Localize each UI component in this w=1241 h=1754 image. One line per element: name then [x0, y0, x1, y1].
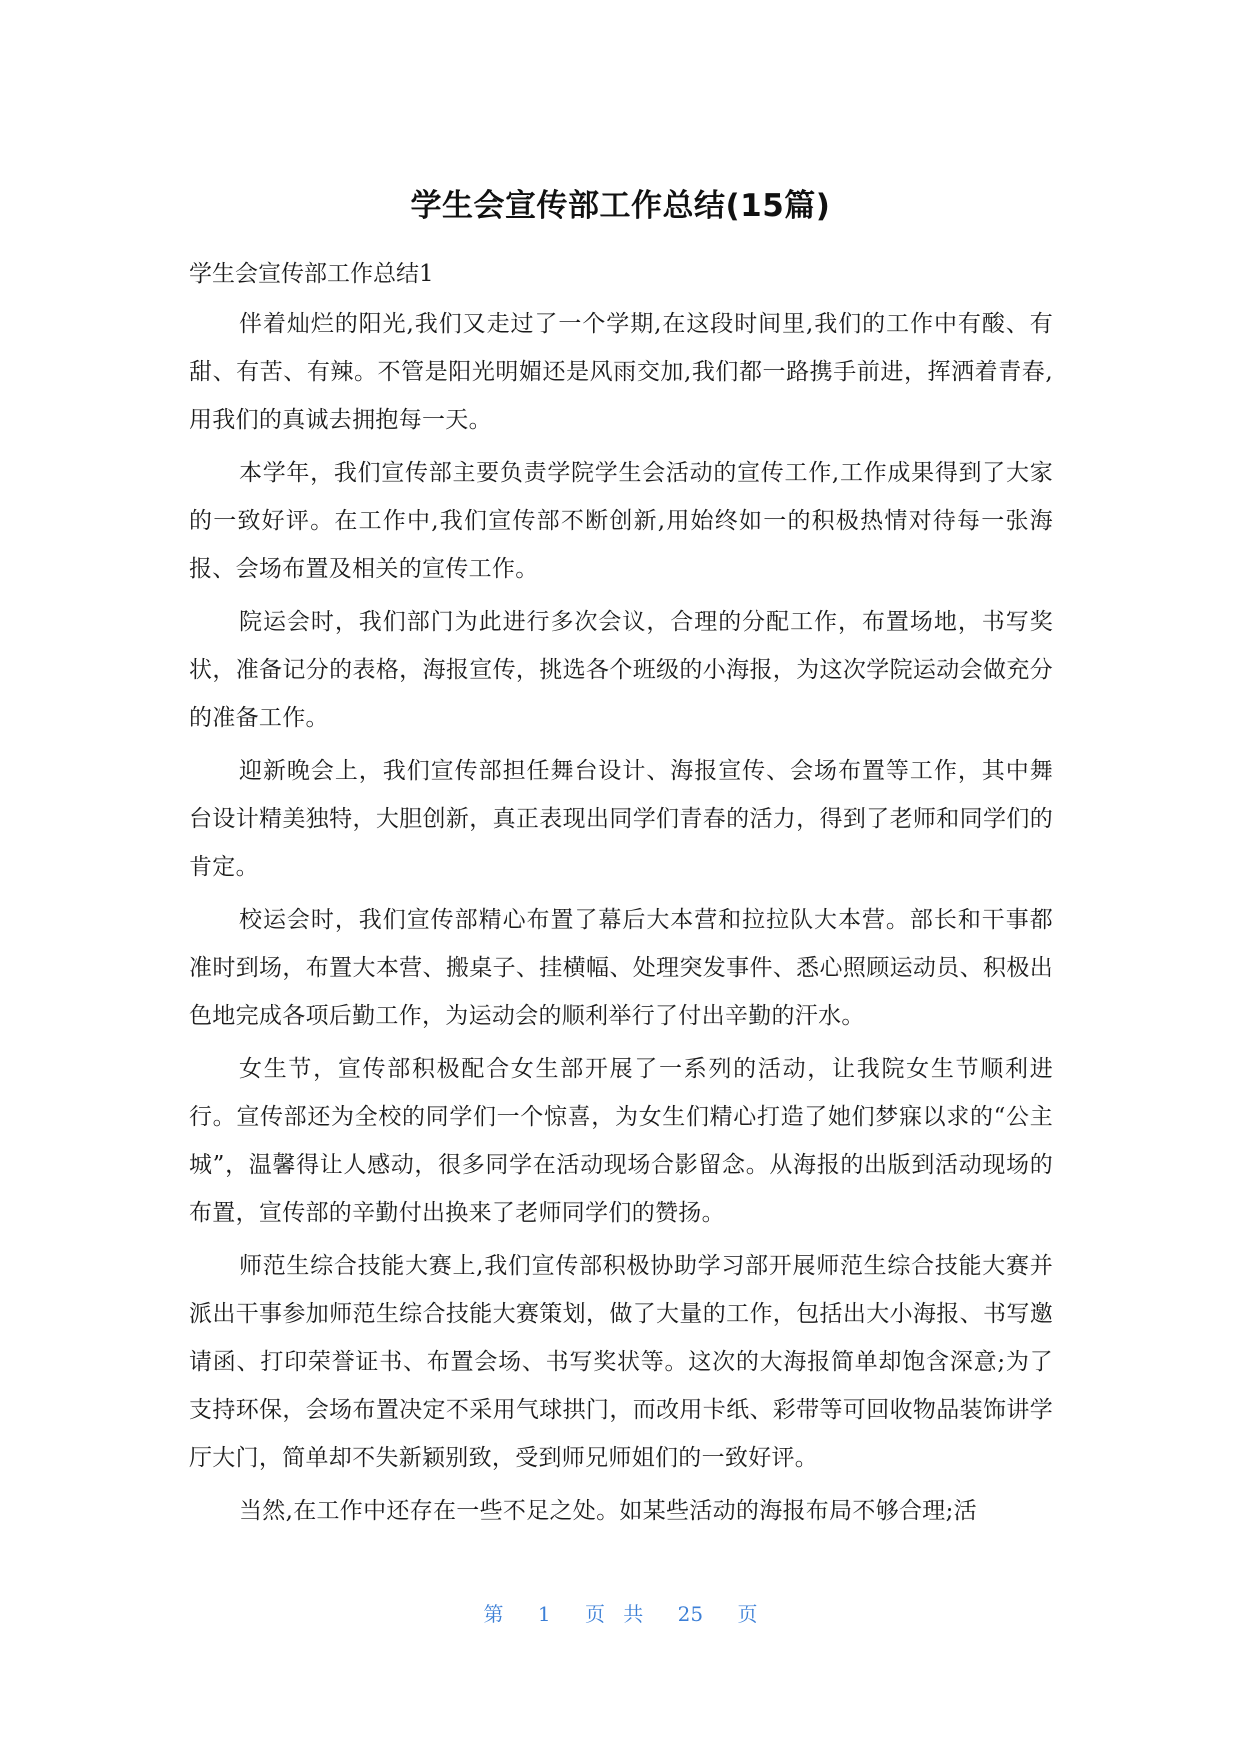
footer-suffix: 页 — [737, 1602, 758, 1626]
paragraph: 本学年，我们宣传部主要负责学院学生会活动的宣传工作,工作成果得到了大家的一致好评。在工作中,我们宣传部不断创新,用始终如一的积极热情对待每一张海报、会场布置及相关的宣传工作。 — [189, 460, 1053, 582]
paragraph: 校运会时，我们宣传部精心布置了幕后大本营和拉拉队大本营。部长和干事都准时到场，布置大本营、搬桌子、挂横幅、处理突发事件、悉心照顾运动员、积极出色地完成各项后勤工作，为运动会的顺利举行了付出辛勤的汗水。 — [189, 907, 1053, 1029]
document-body — [189, 300, 1053, 1540]
footer-prefix: 第 — [483, 1602, 504, 1626]
paragraph: 迎新晚会上，我们宣传部担任舞台设计、海报宣传、会场布置等工作，其中舞台设计精美独特，大胆创新，真正表现出同学们青春的活力，得到了老师和同学们的肯定。 — [189, 758, 1053, 880]
total-page-count: 25 — [677, 1602, 704, 1626]
paragraph: 院运会时，我们部门为此进行多次会议，合理的分配工作，布置场地，书写奖状，准备记分的表格，海报宣传，挑选各个班级的小海报，为这次学院运动会做充分的准备工作。 — [189, 609, 1053, 731]
paragraph: 当然,在工作中还存在一些不足之处。如某些活动的海报布局不够合理;活 — [239, 1498, 977, 1524]
document-title: 学生会宣传部工作总结(15篇) — [410, 188, 831, 224]
paragraph: 女生节，宣传部积极配合女生部开展了一系列的活动，让我院女生节顺利进行。宣传部还为全校的同学们一个惊喜，为女生们精心打造了她们梦寐以求的“公主城”，温馨得让人感动，很多同学在活动现场合影留念。从海报的出版到活动现场的布置，宣传部的辛勤付出换来了老师同学们的赞扬。 — [189, 1056, 1053, 1226]
page-number-footer — [0, 1600, 1241, 1628]
paragraph: 师范生综合技能大赛上,我们宣传部积极协助学习部开展师范生综合技能大赛并派出干事参加师范生综合技能大赛策划，做了大量的工作，包括出大小海报、书写邀请函、打印荣誉证书、布置会场、书写奖状等。这次的大海报简单却饱含深意;为了支持环保，会场布置决定不采用气球拱门，而改用卡纸、彩带等可回收物品装饰讲学厅大门，简单却不失新颖别致，受到师兄师姐们的一致好评。 — [189, 1253, 1053, 1471]
current-page-number: 1 — [537, 1602, 551, 1626]
section-heading: 学生会宣传部工作总结1 — [189, 261, 434, 287]
paragraph: 伴着灿烂的阳光,我们又走过了一个学期,在这段时间里,我们的工作中有酸、有甜、有苦、有辣。不管是阳光明媚还是风雨交加,我们都一路携手前进，挥洒着青春,用我们的真诚去拥抱每一天。 — [189, 311, 1053, 433]
footer-middle: 页 共 — [584, 1602, 644, 1626]
